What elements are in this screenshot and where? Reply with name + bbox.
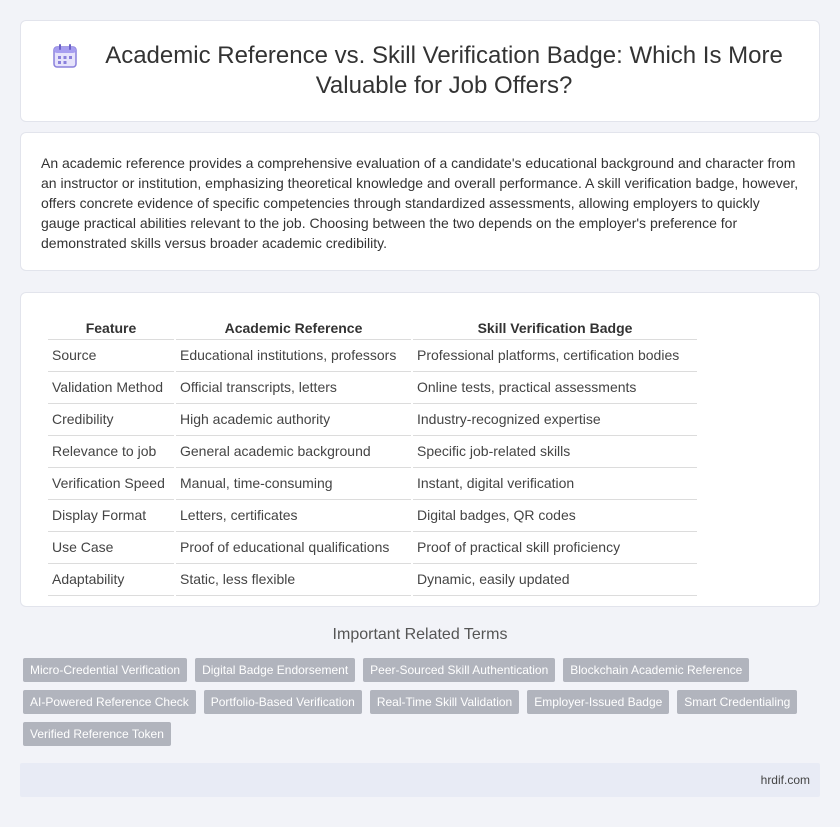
table-cell: Credibility (48, 404, 174, 436)
table-cell: Manual, time-consuming (176, 468, 411, 500)
related-term-tag[interactable]: Real-Time Skill Validation (370, 690, 519, 714)
footer-site-link[interactable]: hrdif.com (760, 773, 810, 787)
related-term-tag[interactable]: Micro-Credential Verification (23, 658, 187, 682)
column-header-skill-verification-badge: Skill Verification Badge (413, 317, 697, 340)
table-row (48, 532, 697, 564)
table-header-row (48, 317, 697, 340)
page-title: Academic Reference vs. Skill Verification Badge: Which Is More Valuable for Job Offers? (105, 42, 783, 99)
related-term-tag[interactable]: Portfolio-Based Verification (204, 690, 362, 714)
intro-card (20, 132, 820, 271)
table-cell: Source (48, 340, 174, 372)
table-cell: Digital badges, QR codes (413, 500, 697, 532)
table-cell: Verification Speed (48, 468, 174, 500)
related-term-tag[interactable]: Employer-Issued Badge (527, 690, 669, 714)
table-row (48, 436, 697, 468)
related-terms-title: Important Related Terms (332, 626, 508, 643)
comparison-table (46, 317, 699, 596)
related-term-tag[interactable]: Peer-Sourced Skill Authentication (363, 658, 555, 682)
footer (20, 763, 820, 797)
table-row (48, 340, 697, 372)
table-row (48, 372, 697, 404)
calendar-icon (51, 42, 79, 70)
related-terms-section (20, 626, 820, 754)
related-term-tag[interactable]: Blockchain Academic Reference (563, 658, 749, 682)
table-cell: Display Format (48, 500, 174, 532)
title-wrap (21, 21, 819, 121)
table-row (48, 468, 697, 500)
table-cell: Instant, digital verification (413, 468, 697, 500)
column-header-feature: Feature (48, 317, 174, 340)
table-cell: Educational institutions, professors (176, 340, 411, 372)
title-card (20, 20, 820, 122)
related-term-tag[interactable]: AI-Powered Reference Check (23, 690, 196, 714)
table-cell: Official transcripts, letters (176, 372, 411, 404)
table-cell: Proof of educational qualifications (176, 532, 411, 564)
related-term-tag[interactable]: Verified Reference Token (23, 722, 171, 746)
table-cell: Validation Method (48, 372, 174, 404)
table-cell: Industry-recognized expertise (413, 404, 697, 436)
table-cell: Dynamic, easily updated (413, 564, 697, 596)
table-row (48, 404, 697, 436)
related-term-tag[interactable]: Digital Badge Endorsement (195, 658, 355, 682)
table-cell: Relevance to job (48, 436, 174, 468)
table-cell: Adaptability (48, 564, 174, 596)
table-cell: Specific job-related skills (413, 436, 697, 468)
table-cell: Online tests, practical assessments (413, 372, 697, 404)
related-term-tag[interactable]: Smart Credentialing (677, 690, 797, 714)
related-terms-tags (20, 658, 820, 754)
table-cell: High academic authority (176, 404, 411, 436)
table-cell: Letters, certificates (176, 500, 411, 532)
comparison-table-card (20, 292, 820, 607)
table-cell: Static, less flexible (176, 564, 411, 596)
table-cell: Use Case (48, 532, 174, 564)
table-cell: Professional platforms, certification bodies (413, 340, 697, 372)
intro-text: An academic reference provides a comprehensive evaluation of a candidate's educational background and character from an instructor or institution, emphasizing theoretical knowledge and overall performance. A skill verification badge, however, offers concrete evidence of specific competencies through standardized assessments, allowing employers to quickly gauge practical abilities relevant to the job. Choosing between the two depends on the employer's preference for demonstrated skills versus broader academic credibility. (41, 155, 799, 251)
table-cell: General academic background (176, 436, 411, 468)
column-header-academic-reference: Academic Reference (176, 317, 411, 340)
table-row (48, 500, 697, 532)
table-cell: Proof of practical skill proficiency (413, 532, 697, 564)
table-row (48, 564, 697, 596)
